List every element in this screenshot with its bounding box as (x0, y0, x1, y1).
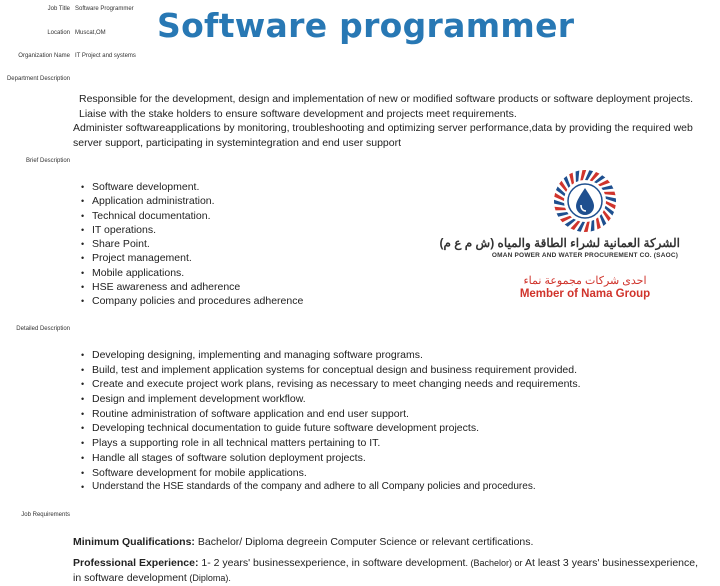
prof-exp-label: Professional Experience: (73, 557, 199, 569)
prof-exp-part3: At least 3 years' businessexperience, in software development (73, 557, 699, 584)
min-qual-value: Bachelor/ Diploma degreein Computer Science or relevant certifications. (197, 536, 534, 548)
minimum-qualifications (73, 535, 713, 550)
prof-exp-part1: 1- 2 years' businessexperience, in software development (201, 557, 466, 569)
location-label: Location (47, 30, 70, 36)
department-label: Department Description (6, 76, 70, 82)
detailed-item: • Create and execute project work plans, revising as necessary to meet changing needs and requirements. (80, 377, 581, 392)
prof-exp-part2: . (Bachelor) or (465, 558, 525, 568)
water-drop-ring-icon (490, 168, 680, 236)
detailed-item: • Developing designing, implementing and managing software programs. (80, 348, 581, 363)
brief-item: • IT operations. (80, 223, 303, 237)
brief-item: • Application administration. (80, 194, 303, 208)
detailed-item: • Developing technical documentation to guide future software development projects. (80, 421, 581, 436)
detailed-item: • Build, test and implement application systems for conceptual design and business requirement provided. (80, 363, 581, 378)
job-title-value: Software Programmer (75, 6, 134, 12)
department-description-2: Administer softwareapplications by monitoring, troubleshooting and optimizing server performance,data by providing the required web server support, participating in systemintegration and end user support (73, 122, 693, 149)
brief-item: • Project management. (80, 251, 303, 265)
organization-label: Organization Name (18, 53, 70, 59)
logo-english-name: OMAN POWER AND WATER PROCUREMENT CO. (SAOC) (491, 252, 679, 259)
detailed-item: • Design and implement development workflow. (80, 392, 581, 407)
professional-experience (73, 556, 703, 586)
detailed-item: • Handle all stages of software solution deployment projects. (80, 451, 581, 466)
detailed-description-list (80, 348, 581, 495)
brief-item: • Mobile applications. (80, 266, 303, 280)
job-title-label: Job Title (47, 6, 70, 12)
brief-item: • Share Point. (80, 237, 303, 251)
detailed-item: • Routine administration of software application and end user support. (80, 407, 581, 422)
page-title: Software programmer (157, 6, 575, 45)
company-logo (439, 168, 680, 308)
location-value: Muscat,OM (75, 30, 106, 36)
brief-label: Brief Description (25, 158, 70, 164)
detailed-item: • Plays a supporting role in all technical matters pertaining to IT. (80, 436, 581, 451)
requirements-label: Job Requirements (21, 512, 70, 518)
brief-item: • Company policies and procedures adherence (80, 294, 303, 308)
brief-item: • Software development. (80, 180, 303, 194)
brief-item: • Technical documentation. (80, 209, 303, 223)
detailed-item: • Software development for mobile applications. (80, 466, 581, 481)
logo-arabic-member: احدى شركات مجموعة نماء (523, 275, 647, 287)
organization-value: IT Project and systems (75, 53, 136, 59)
detailed-label: Detailed Description (16, 326, 70, 332)
logo-english-member: Member of Nama Group (519, 288, 651, 300)
brief-description-list (80, 180, 303, 309)
logo-arabic-name: الشركة العمانية لشراء الطاقة والمياه (ش م ع م) (439, 236, 680, 250)
department-description-1: Responsible for the development, design and implementation of new or modified software products or software deployment projects. Liaise with the stake holders to ensure software development and projects meet requirements. (79, 93, 693, 120)
min-qual-label: Minimum Qualifications: (73, 536, 195, 548)
detailed-item: • Understand the HSE standards of the company and adhere to all Company policies and procedures. (80, 480, 581, 495)
brief-item: • HSE awareness and adherence (80, 280, 303, 294)
prof-exp-part4: (Diploma). (186, 573, 231, 583)
